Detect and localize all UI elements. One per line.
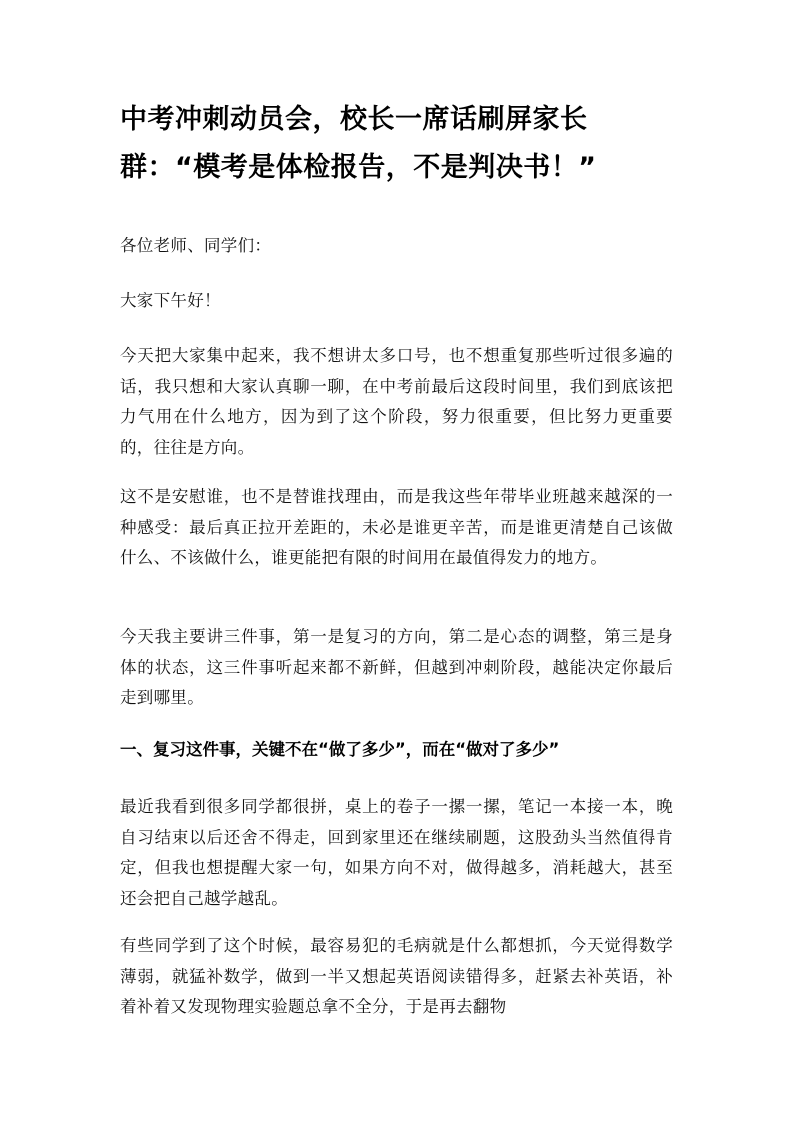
section-1-paragraph-1: 最近我看到很多同学都很拼，桌上的卷子一摞一摞，笔记一本接一本，晚自习结束以后还舍不得走，回到家里还在继续刷题，这股劲头当然值得肯定，但我也想提醒大家一句，如果方向不对，做得越多，消耗越大，甚至还会把自己越学越乱。	[120, 797, 673, 908]
section-1-paragraph-2: 有些同学到了这个时候，最容易犯的毛病就是什么都想抓，今天觉得数学薄弱，就猛补数学，做到一半又想起英语阅读错得多，赶紧去补英语，补着补着又发现物理实验题总拿不全分，于是再去翻物	[120, 936, 673, 1016]
article-title: 中考冲刺动员会，校长一席话刷屏家长群：“模考是体检报告，不是判决书！”	[120, 104, 597, 183]
paragraph-1: 今天把大家集中起来，我不想讲太多口号，也不想重复那些听过很多遍的话，我只想和大家认真聊一聊，在中考前最后这段时间里，我们到底该把力气用在什么地方，因为到了这个阶段，努力很重要，但比努力更重要的，往往是方向。	[120, 346, 673, 457]
paragraph-3: 今天我主要讲三件事，第一是复习的方向，第二是心态的调整，第三是身体的状态，这三件事听起来都不新鲜，但越到冲刺阶段，越能决定你最后走到哪里。	[120, 627, 673, 707]
greeting: 各位老师、同学们：	[120, 236, 272, 255]
salutation: 大家下午好！	[120, 291, 221, 310]
paragraph-2: 这不是安慰谁，也不是替谁找理由，而是我这些年带毕业班越来越深的一种感受：最后真正拉开差距的，未必是谁更辛苦，而是谁更清楚自己该做什么、不该做什么，谁更能把有限的时间用在最值得发力的地方。	[120, 487, 673, 567]
section-heading-1: 一、复习这件事，关键不在“做了多少”，而在“做对了多少”	[120, 740, 560, 759]
